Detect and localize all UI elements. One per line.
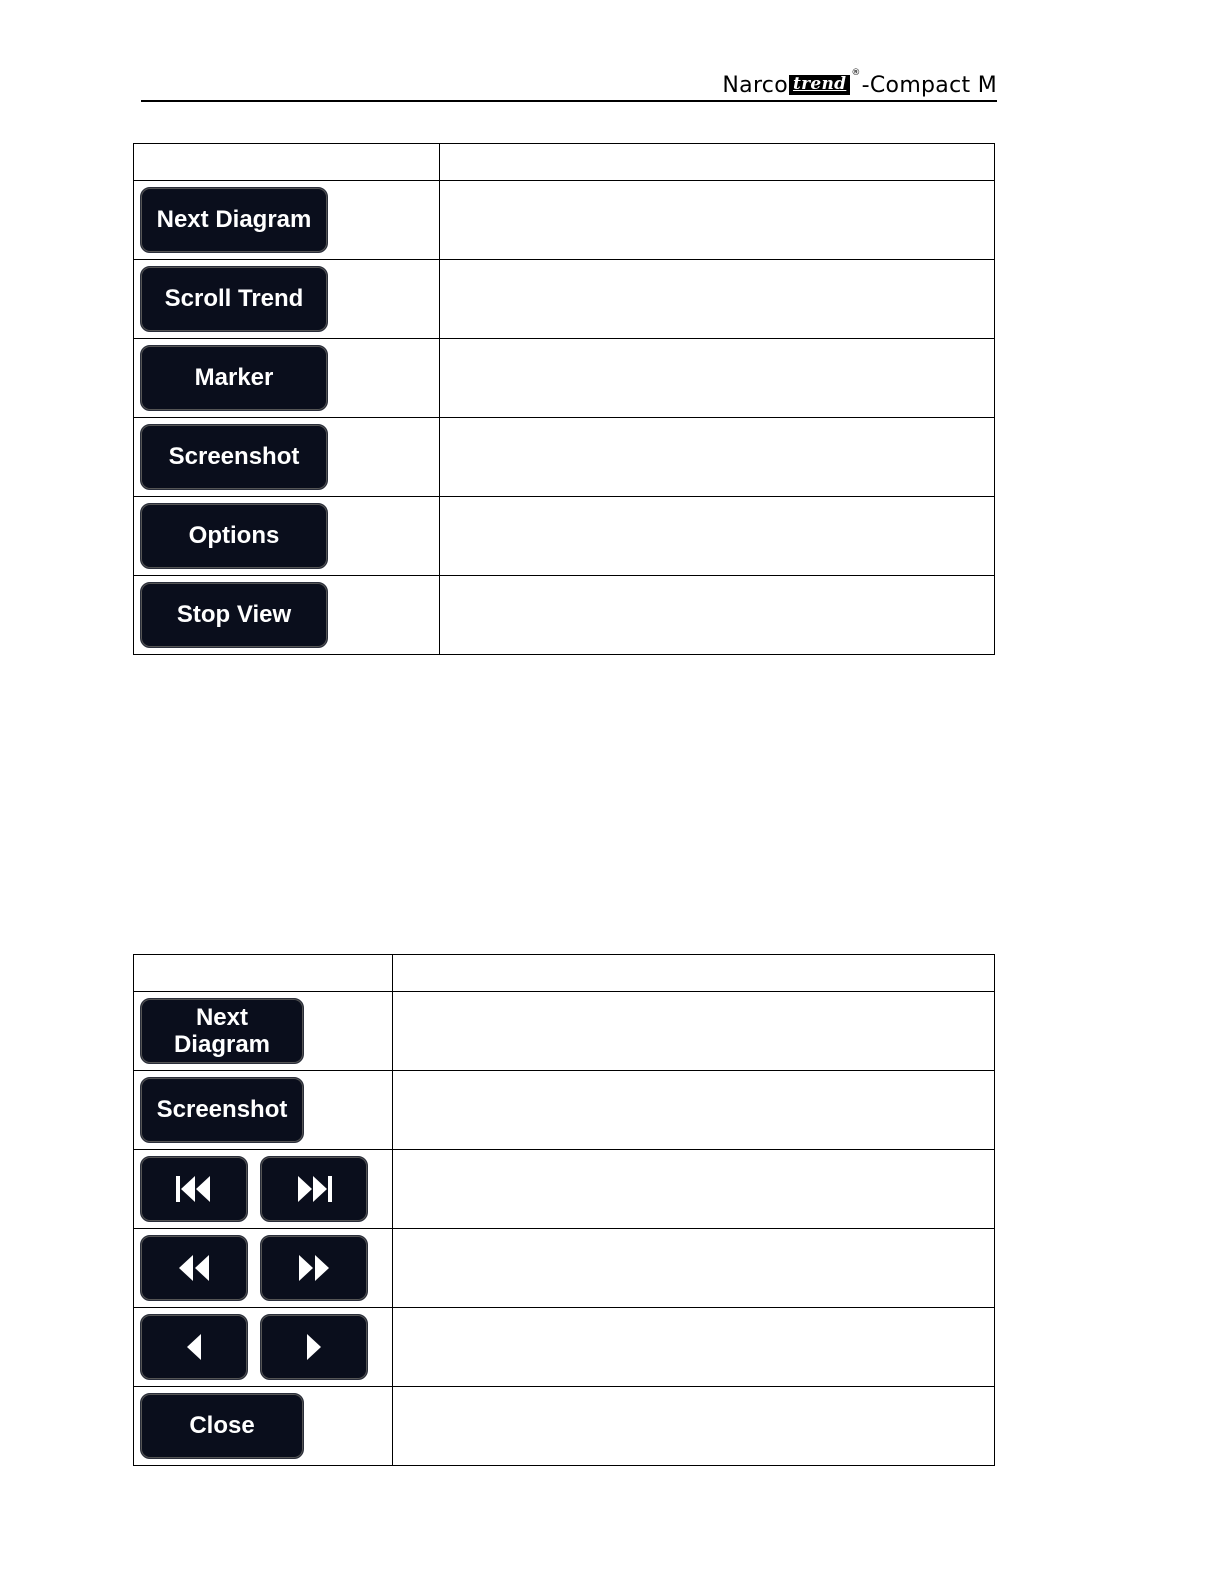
options-button[interactable]: Options (140, 503, 328, 569)
description-cell (393, 1308, 995, 1387)
description-cell (393, 1387, 995, 1466)
table-row (134, 1229, 995, 1308)
table-row (134, 497, 995, 576)
next-diagram-button[interactable]: Next Diagram (140, 187, 328, 253)
header-cell-button (134, 955, 393, 992)
marker-button[interactable]: Marker (140, 345, 328, 411)
fast-forward-button[interactable] (260, 1235, 368, 1301)
description-cell (440, 418, 995, 497)
button-table-trend-view (133, 954, 995, 1466)
header-cell-description (440, 144, 995, 181)
description-cell (440, 576, 995, 655)
close-button[interactable]: Close (140, 1393, 304, 1459)
header-cell-description (393, 955, 995, 992)
page-header (141, 62, 997, 102)
button-table-main (133, 143, 995, 655)
table-row (134, 992, 995, 1071)
brand-trend: trend (789, 75, 850, 95)
button-label-line2: Diagram (173, 1031, 271, 1058)
table-row (134, 418, 995, 497)
screenshot-button[interactable]: Screenshot (140, 424, 328, 490)
brand-logo (722, 70, 997, 98)
table-row (134, 1150, 995, 1229)
description-cell (393, 992, 995, 1071)
brand-suffix: -Compact M (861, 73, 997, 98)
step-back-button[interactable] (140, 1314, 248, 1380)
skip-to-end-button[interactable] (260, 1156, 368, 1222)
description-cell (440, 181, 995, 260)
description-cell (440, 339, 995, 418)
table-header-row (134, 144, 995, 181)
stop-view-button[interactable]: Stop View (140, 582, 328, 648)
skip-to-start-button[interactable] (140, 1156, 248, 1222)
table-row (134, 181, 995, 260)
description-cell (440, 497, 995, 576)
table-row (134, 1308, 995, 1387)
next-diagram-button[interactable] (140, 998, 304, 1064)
table-row (134, 1071, 995, 1150)
table-row (134, 260, 995, 339)
step-forward-icon (304, 1332, 324, 1362)
table-row (134, 1387, 995, 1466)
table-row (134, 576, 995, 655)
brand-prefix: Narco (722, 73, 788, 98)
header-cell-button (134, 144, 440, 181)
fast-rewind-icon (176, 1253, 212, 1283)
skip-to-end-icon (294, 1174, 334, 1204)
button-label-line1: Next (195, 1004, 248, 1031)
step-forward-button[interactable] (260, 1314, 368, 1380)
fast-rewind-button[interactable] (140, 1235, 248, 1301)
description-cell (393, 1229, 995, 1308)
description-cell (440, 260, 995, 339)
fast-forward-icon (296, 1253, 332, 1283)
table-row (134, 339, 995, 418)
table-header-row (134, 955, 995, 992)
scroll-trend-button[interactable]: Scroll Trend (140, 266, 328, 332)
screenshot-button[interactable]: Screenshot (140, 1077, 304, 1143)
skip-to-start-icon (174, 1174, 214, 1204)
description-cell (393, 1071, 995, 1150)
step-back-icon (184, 1332, 204, 1362)
description-cell (393, 1150, 995, 1229)
brand-registered: ® (851, 68, 861, 78)
